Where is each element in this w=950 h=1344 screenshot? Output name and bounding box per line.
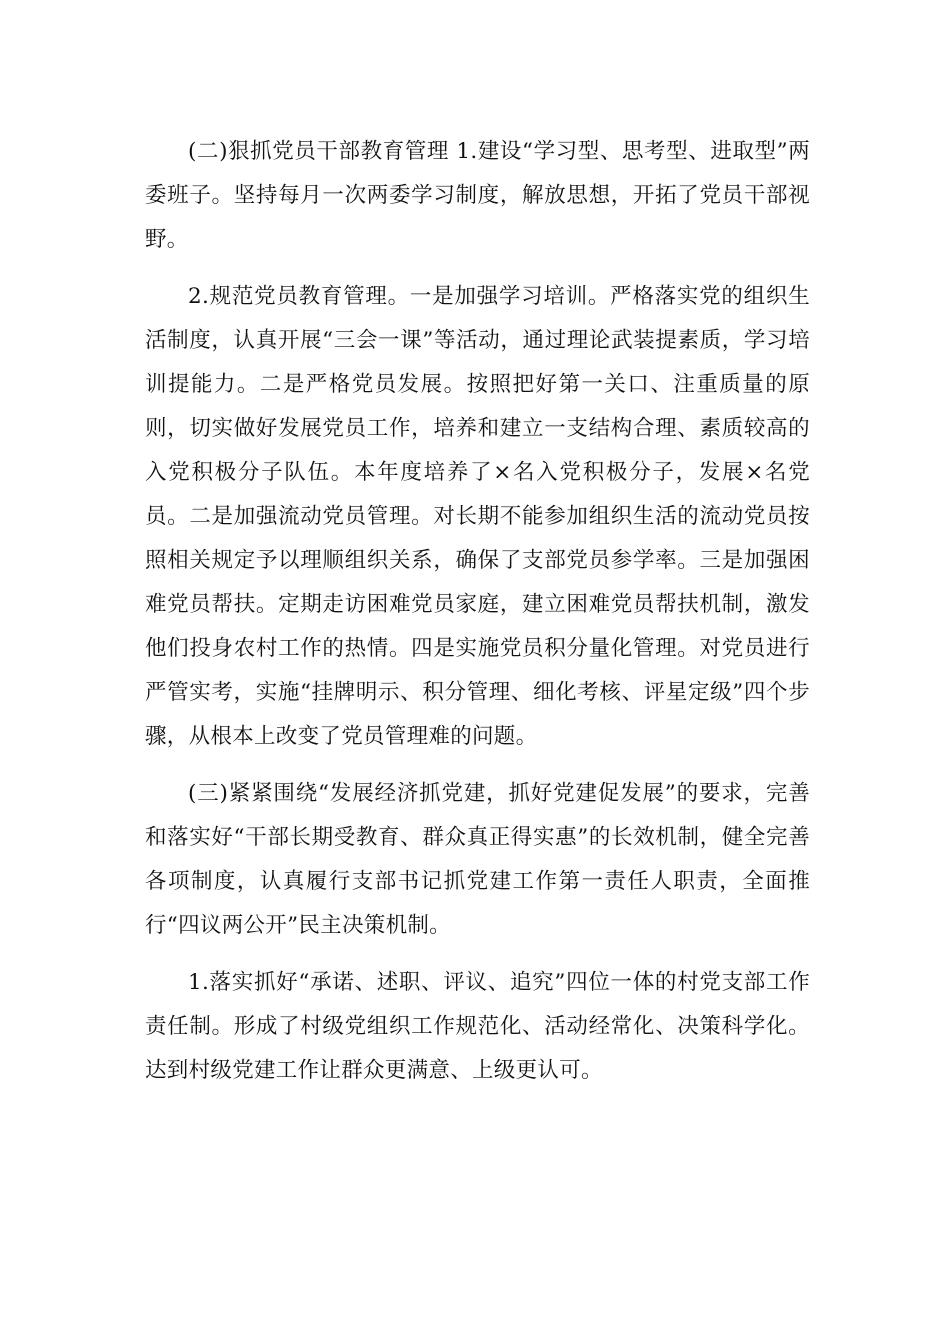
paragraph-party-education-management: (二)狠抓党员干部教育管理 1.建设“学习型、思考型、进取型”两委班子。坚持每月一次两委学习制度，解放思想，开拓了党员干部视野。 bbox=[145, 139, 810, 252]
paragraph-responsibility-system: 1.落实抓好“承诺、述职、评议、追究”四位一体的村党支部工作责任制。形成了村级党组织工作规范化、活动经常化、决策科学化。达到村级党建工作让群众更满意、上级更认可。 bbox=[145, 970, 810, 1083]
paragraph-economic-development-requirements: (三)紧紧围绕“发展经济抓党建，抓好党建促发展”的要求，完善和落实好“干部长期受教育、群众真正得实惠”的长效机制，健全完善各项制度，认真履行支部书记抓党建工作第一责任人职责，全面推行“四议两公开”民主决策机制。 bbox=[145, 781, 810, 938]
paragraph-standardize-member-education: 2.规范党员教育管理。一是加强学习培训。严格落实党的组织生活制度，认真开展“三会一课”等活动，通过理论武装提素质，学习培训提能力。二是严格党员发展。按照把好第一关口、注重质量的原则，切实做好发展党员工作，培养和建立一支结构合理、素质较高的入党积极分子队伍。本年度培养了×名入党积极分子，发展×名党员。二是加强流动党员管理。对长期不能参加组织生活的流动党员按照相关规定予以理顺组织关系，确保了支部党员参学率。三是加强困难党员帮扶。定期走访困难党员家庭，建立困难党员帮扶机制，激发他们投身农村工作的热情。四是实施党员积分量化管理。对党员进行严管实考，实施“挂牌明示、积分管理、细化考核、评星定级”四个步骤，从根本上改变了党员管理难的问题。 bbox=[145, 284, 810, 749]
document-body bbox=[145, 130, 810, 1106]
